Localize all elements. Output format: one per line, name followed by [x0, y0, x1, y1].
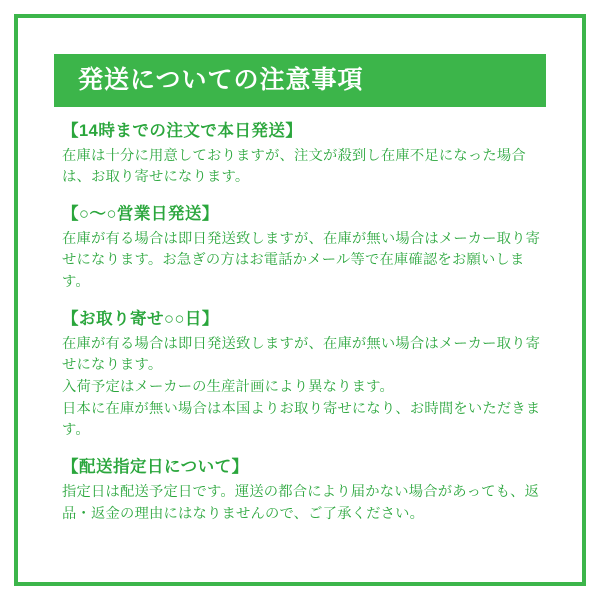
section-paragraph: 在庫が有る場合は即日発送致しますが、在庫が無い場合はメーカー取り寄せになります。: [62, 335, 541, 374]
section-heading: 【お取り寄せ○○日】: [62, 309, 219, 328]
section-body: [62, 146, 542, 189]
section-body: [62, 482, 542, 525]
section-paragraph: 入荷予定はメーカーの生産計画により異なります。: [62, 379, 394, 396]
section-heading: 【14時までの注文で本日発送】: [62, 121, 303, 140]
notice-sections: [54, 107, 546, 526]
section-body: [62, 229, 542, 294]
notice-section: [62, 119, 542, 189]
section-paragraph: 在庫が有る場合は即日発送致しますが、在庫が無い場合はメーカー取り寄せになります。お急ぎの方はお電話かメール等で在庫確認をお願いします。: [62, 230, 541, 291]
page-title: 発送についての注意事項: [54, 54, 546, 107]
section-heading: 【○〜○営業日発送】: [62, 204, 219, 223]
green-border-frame: [14, 14, 586, 586]
section-paragraph: 指定日は配送予定日です。運送の都合により届かない場合があっても、返品・返金の理由にはなりませんので、ご了承ください。: [62, 483, 540, 522]
section-heading: 【配送指定日について】: [62, 458, 249, 477]
section-paragraph: 在庫は十分に用意しておりますが、注文が殺到し在庫不足になった場合は、お取り寄せになります。: [62, 147, 526, 186]
notice-section: [62, 307, 542, 442]
section-paragraph: 日本に在庫が無い場合は本国よりお取り寄せになり、お時間をいただきます。: [62, 400, 541, 439]
notice-content: [54, 54, 546, 546]
section-body: [62, 334, 542, 443]
notice-section: [62, 202, 542, 294]
notice-section: [62, 455, 542, 525]
